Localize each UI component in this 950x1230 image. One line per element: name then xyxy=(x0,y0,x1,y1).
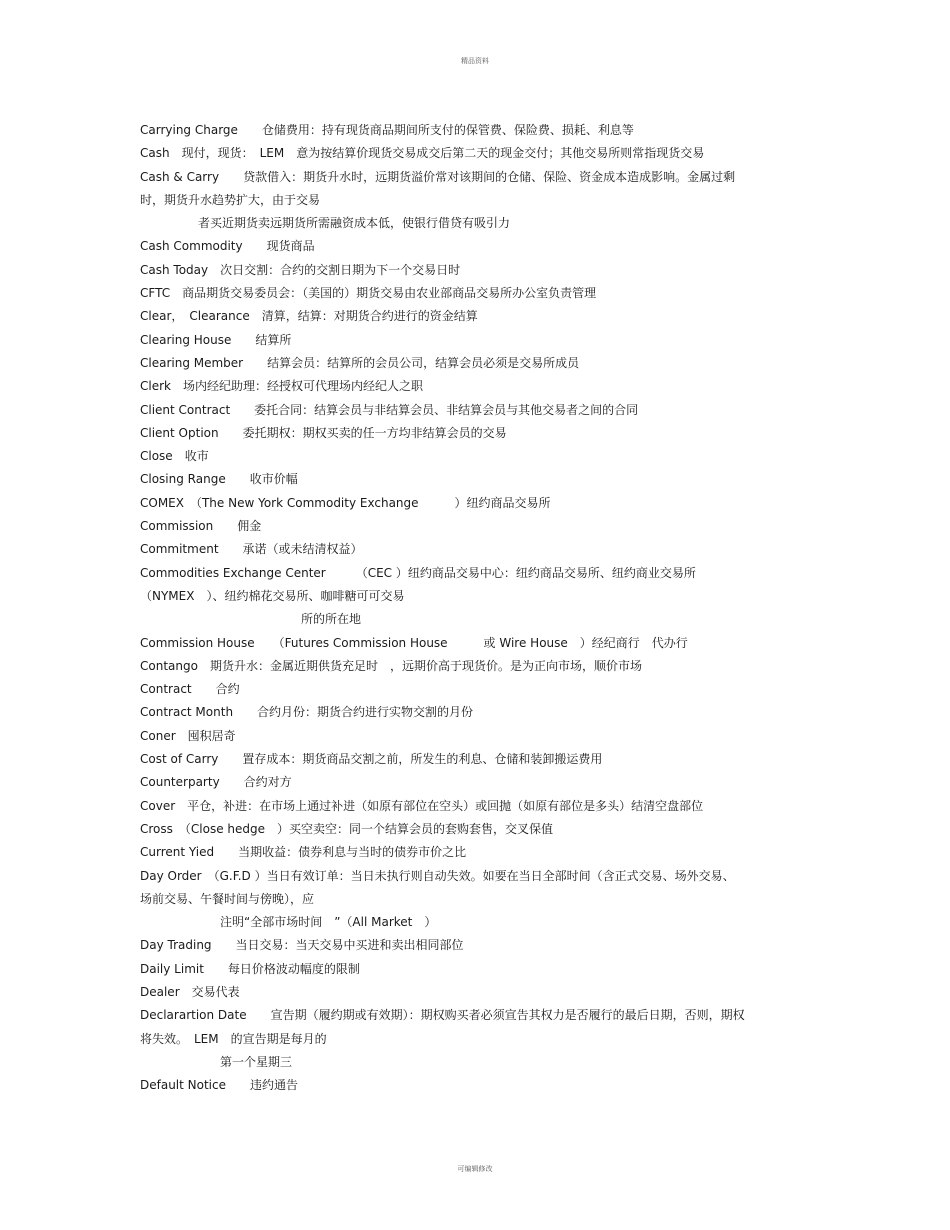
glossary-entry: Clear， Clearance 清算，结算：对期货合约进行的资金结算 xyxy=(140,309,478,324)
glossary-entry: Clearing Member 结算会员：结算所的会员公司，结算会员必须是交易所成员 xyxy=(140,355,580,370)
glossary-entry-continuation: 所的所在地 xyxy=(301,612,362,627)
glossary-entry: Contango 期货升水：金属近期供货充足时 ，远期价高于现货价。是为正向市场，顺价市场 xyxy=(140,658,642,673)
glossary-entry: Cross （Close hedge ）买空卖空：同一个结算会员的套购套售，交叉保值 xyxy=(140,821,554,836)
glossary-entry: Coner 囤积居奇 xyxy=(140,728,236,743)
glossary-entry: Contract Month 合约月份：期货合约进行实物交割的月份 xyxy=(140,705,474,720)
glossary-entry-continuation: 者买近期货卖远期货所需融资成本低，使银行借贷有吸引力 xyxy=(198,216,511,231)
glossary-entry: Cost of Carry 置存成本：期货商品交割之前，所发生的利息、仓储和装卸搬运费用 xyxy=(140,752,603,767)
glossary-entry: Counterparty 合约对方 xyxy=(140,775,292,790)
glossary-entry: Commission 佣金 xyxy=(140,519,262,534)
glossary-entry: Close 收市 xyxy=(140,449,209,464)
glossary-entry: Declarartion Date 宣告期（履约期或有效期）：期权购买者必须宣告其权力是否履行的最后日期，否则，期权将失效。 LEM 的宣告期是每月的 xyxy=(140,1008,745,1046)
glossary-entry: Contract 合约 xyxy=(140,682,240,697)
page-footer: 可编辑修改 xyxy=(457,1165,493,1173)
glossary-entry: Cash Commodity 现货商品 xyxy=(140,239,315,254)
glossary-body xyxy=(140,119,745,1097)
page-header: 精品资料 xyxy=(461,57,489,65)
glossary-entry: Cash 现付，现货： LEM 意为按结算价现货交易成交后第二天的现金交付；其他交易所则常指现货交易 xyxy=(140,146,705,161)
glossary-entry: Commission House （Futures Commission House 或 Wire House ）经纪商行 代办行 xyxy=(140,635,688,650)
glossary-entry: Commodities Exchange Center （CEC ）纽约商品交易中心：纽约商品交易所、纽约商业交易所（NYMEX ）、纽约棉花交易所、咖啡糖可可交易 xyxy=(140,565,696,603)
glossary-entry: Cover 平仓，补进：在市场上通过补进（如原有部位在空头）或回抛（如原有部位是多头）结清空盘部位 xyxy=(140,798,704,813)
glossary-entry: CFTC 商品期货交易委员会：（美国的）期货交易由农业部商品交易所办公室负责管理 xyxy=(140,286,597,301)
glossary-entry: Cash & Carry 贷款借入：期货升水时，远期货溢价常对该期间的仓储、保险、资金成本造成影响。金属过剩时，期货升水趋势扩大，由于交易 xyxy=(140,169,736,207)
glossary-entry: Clerk 场内经纪助理：经授权可代理场内经纪人之职 xyxy=(140,379,423,394)
glossary-entry: Day Order （G.F.D ）当日有效订单：当日未执行则自动失效。如要在当日全部时间（含正式交易、场外交易、场前交易、午餐时间与傍晚），应 xyxy=(140,868,735,906)
glossary-entry: Clearing House 结算所 xyxy=(140,332,292,347)
glossary-entry: Carrying Charge 仓储费用：持有现货商品期间所支付的保管费、保险费、损耗、利息等 xyxy=(140,123,634,137)
glossary-entry: Closing Range 收市价幅 xyxy=(140,472,298,487)
glossary-entry: Commitment 承诺（或未结清权益） xyxy=(140,542,363,557)
glossary-entry: Dealer 交易代表 xyxy=(140,984,240,999)
glossary-entry-continuation: 注明“全部市场时间 ”（All Market ） xyxy=(220,915,437,930)
glossary-entry: Daily Limit 每日价格波动幅度的限制 xyxy=(140,961,360,976)
glossary-entry: Current Yied 当期收益：债券利息与当时的债券市价之比 xyxy=(140,845,467,860)
glossary-entry: Client Option 委托期权：期权买卖的任一方均非结算会员的交易 xyxy=(140,425,507,440)
glossary-entry-continuation: 第一个星期三 xyxy=(220,1054,293,1069)
glossary-entry: Cash Today 次日交割：合约的交割日期为下一个交易日时 xyxy=(140,262,461,277)
glossary-entry: Day Trading 当日交易：当天交易中买进和卖出相同部位 xyxy=(140,938,464,953)
glossary-entry: Default Notice 违约通告 xyxy=(140,1078,298,1093)
glossary-entry: COMEX （The New York Commodity Exchange ）纽约商品交易所 xyxy=(140,495,551,510)
glossary-entry: Client Contract 委托合同：结算会员与非结算会员、非结算会员与其他交易者之间的合同 xyxy=(140,402,639,417)
